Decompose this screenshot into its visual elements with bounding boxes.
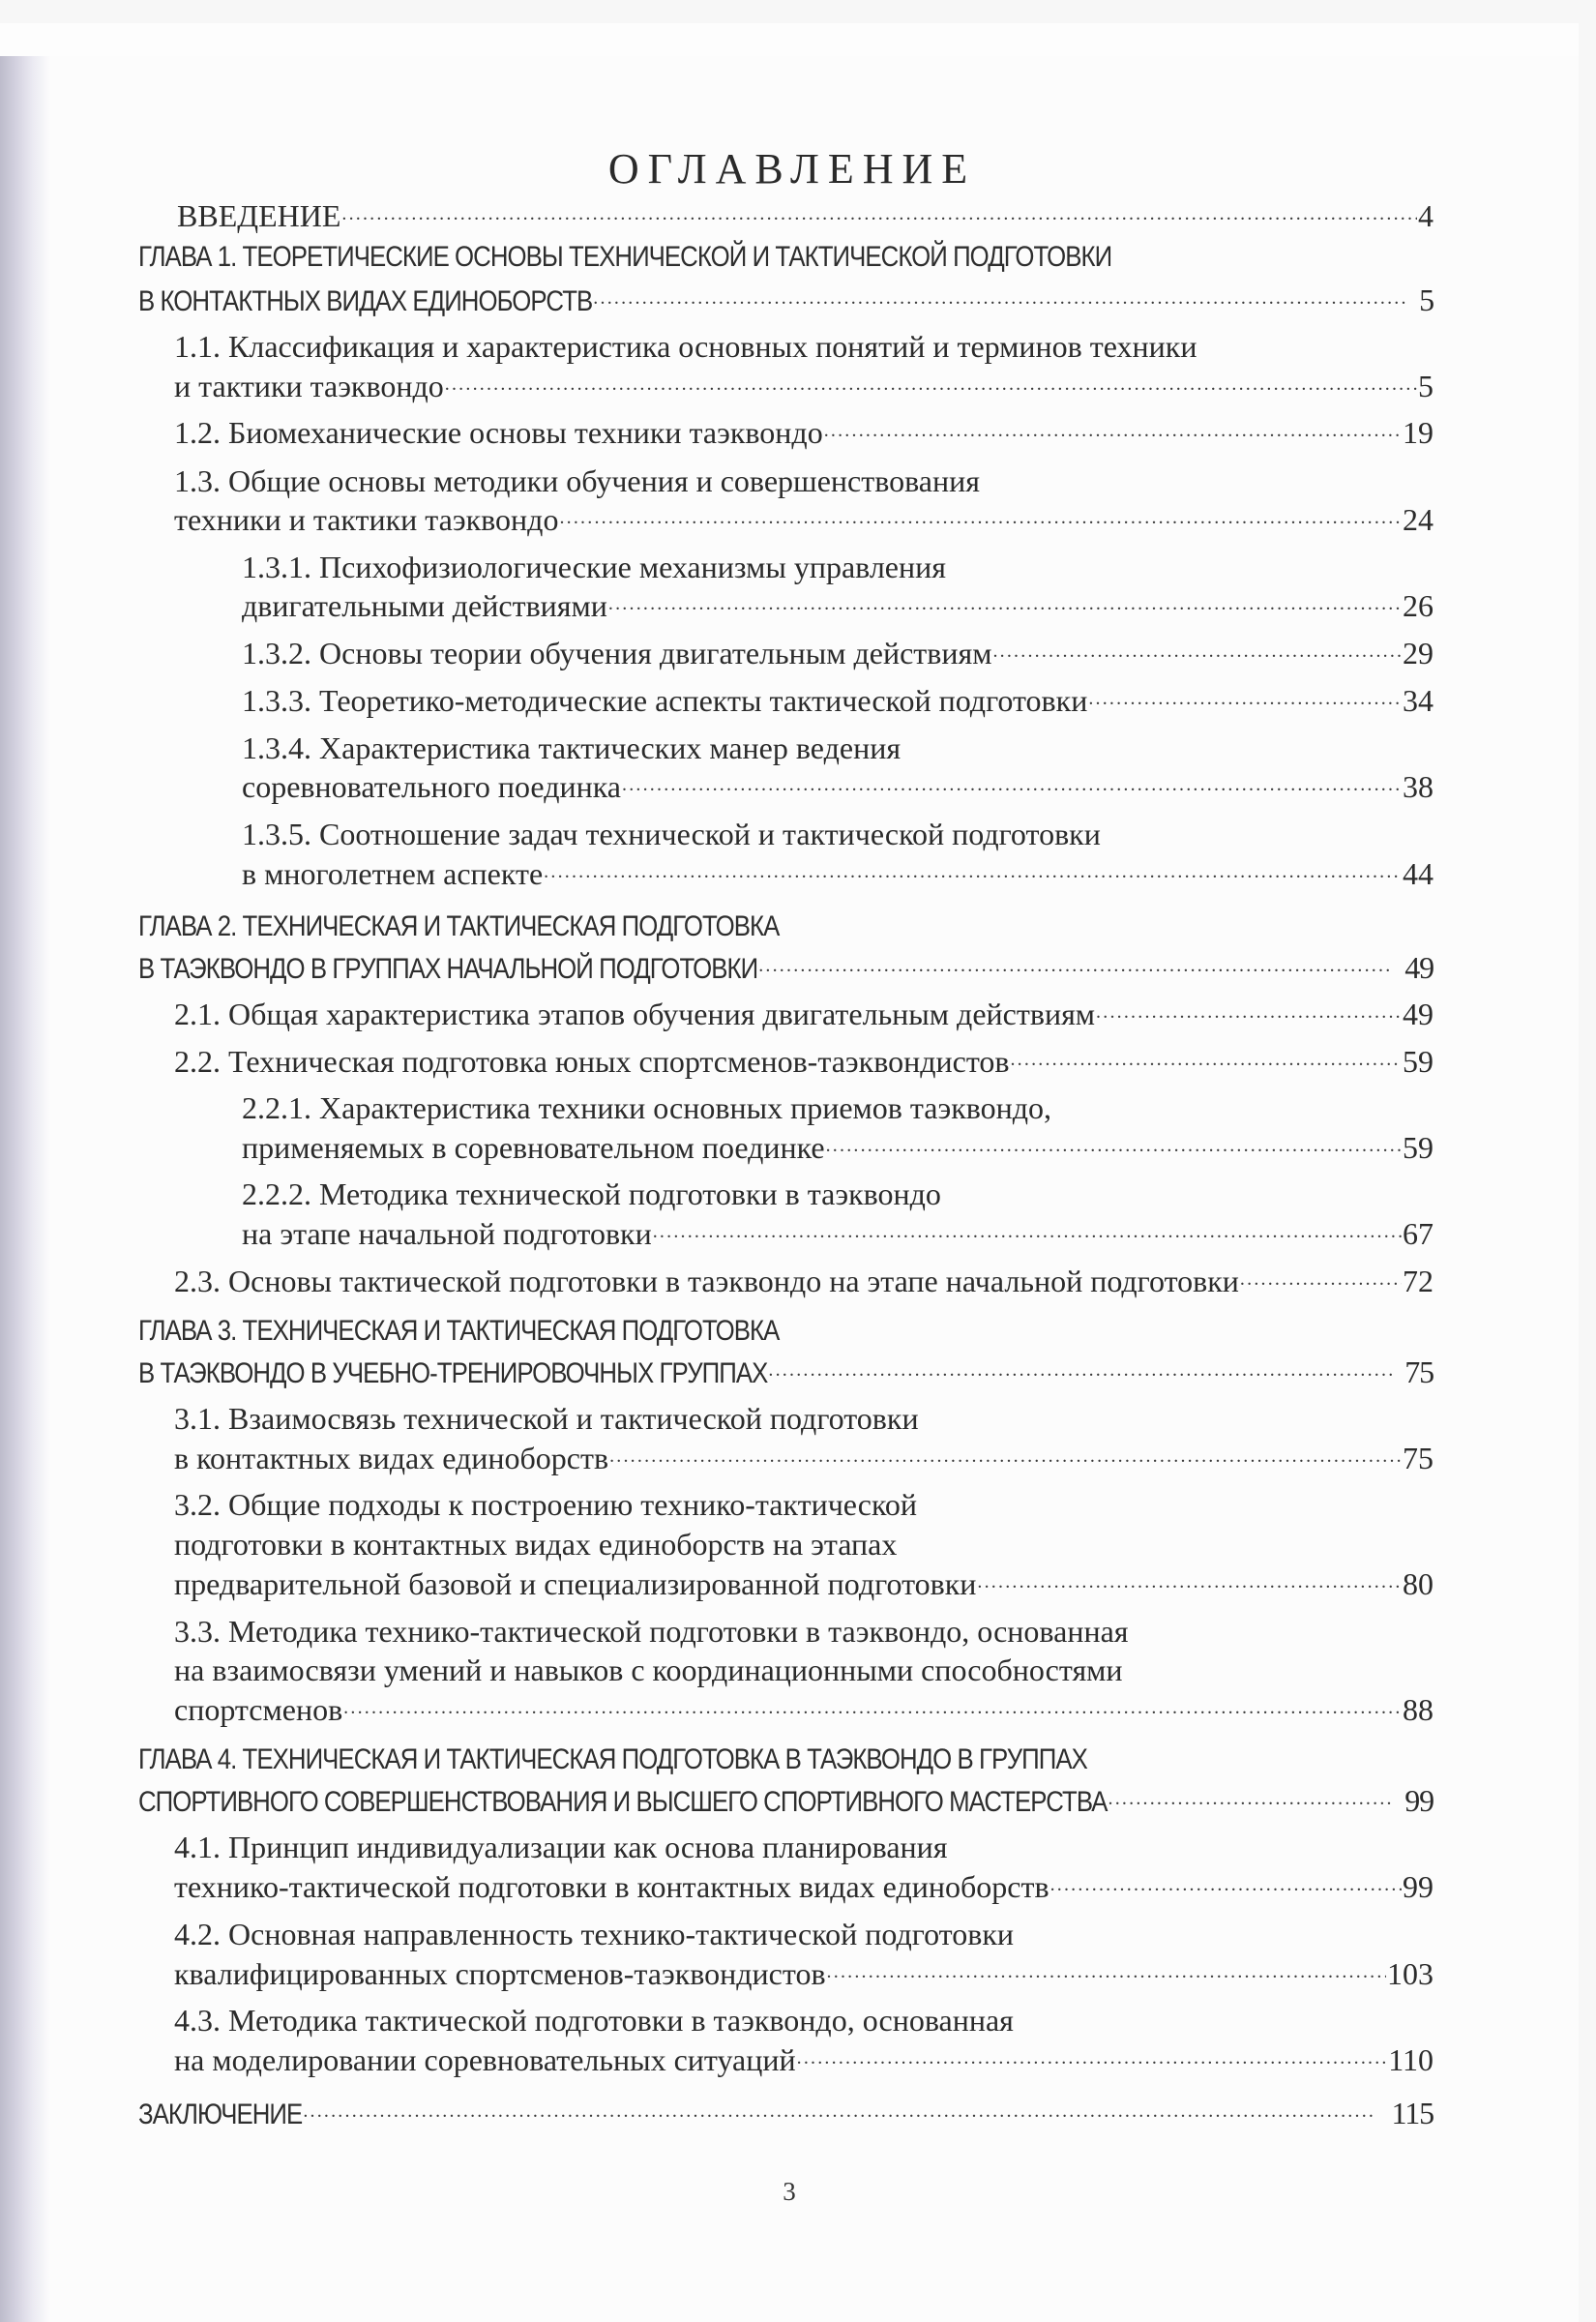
toc-page-number: 49	[1404, 950, 1433, 985]
dot-leader	[1108, 1781, 1394, 1820]
toc-section-3-3[interactable]	[174, 1690, 1433, 1729]
toc-entry-text: 4.1. Принцип индивидуализации как основа планирования	[174, 1830, 948, 1864]
toc-entry-text: применяемых в соревновательном поединке	[242, 1130, 825, 1165]
dot-leader	[797, 2040, 1388, 2079]
toc-section-1-3-4[interactable]	[242, 767, 1433, 806]
dot-leader	[341, 196, 1417, 235]
toc-chapter-3-line-1[interactable]	[138, 1312, 779, 1351]
toc-entry-text: 1.3.4. Характеристика тактических манер ведения	[242, 730, 901, 765]
toc-section-4-2[interactable]	[174, 1954, 1433, 1993]
toc-page-number: 38	[1403, 769, 1433, 804]
dot-leader	[593, 281, 1407, 319]
dot-leader	[303, 2094, 1374, 2132]
dot-leader	[343, 1690, 1402, 1729]
toc-section-1-3-5-line-1[interactable]	[242, 815, 1101, 853]
toc-section-4-2-line-1[interactable]	[174, 1915, 1014, 1953]
toc-page-number: 99	[1404, 1783, 1433, 1818]
toc-chapter-1[interactable]	[138, 281, 1433, 319]
toc-entry-text: двигательными действиями	[242, 588, 607, 623]
toc-section-2-2-2[interactable]	[242, 1214, 1433, 1253]
toc-page-number: 110	[1388, 2042, 1433, 2077]
toc-entry-intro[interactable]	[177, 196, 1433, 235]
toc-section-2-2-1[interactable]	[242, 1128, 1433, 1167]
toc-page-number: 49	[1403, 997, 1433, 1031]
toc-entry-text: 2.2.2. Методика технической подготовки в таэквондо	[242, 1176, 941, 1211]
toc-page-number: 59	[1403, 1044, 1433, 1079]
toc-section-2-2-2-line-1[interactable]	[242, 1175, 941, 1213]
dot-leader	[827, 1954, 1386, 1993]
toc-entry-text: 1.3.3. Теоретико-методические аспекты тактической подготовки	[242, 683, 1088, 718]
toc-entry-text: техники и тактики таэквондо	[174, 502, 559, 537]
toc-page-number: 29	[1403, 636, 1433, 670]
dot-leader	[826, 1128, 1402, 1167]
toc-section-3-1[interactable]	[174, 1439, 1433, 1477]
toc-page-number: 44	[1403, 856, 1433, 891]
page-title: ОГЛАВЛЕНИЕ	[607, 145, 977, 193]
toc-page-number: 4	[1418, 198, 1433, 233]
toc-entry-text: и тактики таэквондо	[174, 369, 444, 403]
toc-entry-text: соревновательного поединка	[242, 769, 621, 804]
toc-section-1-3-1[interactable]	[242, 586, 1433, 625]
dot-leader	[758, 948, 1393, 987]
toc-section-1-3-5[interactable]	[242, 854, 1433, 893]
toc-entry-text: 2.3. Основы тактической подготовки в таэквондо на этапе начальной подготовки	[174, 1264, 1239, 1298]
toc-entry-text: квалифицированных спортсменов-таэквондистов	[174, 1956, 826, 1991]
toc-entry-text: 2.1. Общая характеристика этапов обучения двигательным действиям	[174, 997, 1096, 1031]
toc-entry-text: 1.1. Классификация и характеристика основных понятий и терминов техники	[174, 329, 1197, 364]
toc-chapter-4-line-1[interactable]	[138, 1741, 1087, 1779]
toc-section-1-3-1-line-1[interactable]	[242, 548, 946, 586]
page-number: 3	[783, 2177, 796, 2206]
toc-chapter-4[interactable]	[138, 1781, 1433, 1820]
toc-section-1-3-3[interactable]	[242, 681, 1433, 720]
toc-chapter-3[interactable]	[138, 1353, 1433, 1391]
toc-section-3-3-line-1[interactable]	[174, 1612, 1128, 1651]
toc-section-1-1[interactable]	[174, 367, 1433, 405]
toc-chapter-1-line-1[interactable]	[138, 238, 1111, 277]
dot-leader	[1010, 1042, 1402, 1081]
toc-page-number: 67	[1403, 1216, 1433, 1251]
toc-page-number: 103	[1387, 1956, 1433, 1991]
toc-section-3-2[interactable]	[174, 1564, 1433, 1603]
toc-entry-text: на этапе начальной подготовки	[242, 1216, 652, 1251]
toc-entry-text: на моделировании соревновательных ситуаций	[174, 2042, 796, 2077]
toc-entry-text: ГЛАВА 4. ТЕХНИЧЕСКАЯ И ТАКТИЧЕСКАЯ ПОДГОТОВКА В ТАЭКВОНДО В ГРУППАХ	[138, 1743, 1087, 1775]
toc-entry-text: 3.1. Взаимосвязь технической и тактической подготовки	[174, 1401, 919, 1436]
toc-section-1-3-4-line-1[interactable]	[242, 729, 901, 767]
toc-page-number: 75	[1403, 1441, 1433, 1475]
dot-leader	[653, 1214, 1402, 1253]
page-binding-shadow	[0, 56, 50, 2322]
dot-leader	[445, 367, 1417, 405]
dot-leader	[1240, 1262, 1402, 1300]
toc-entry-text: на взаимосвязи умений и навыков с координационными способностями	[174, 1652, 1123, 1687]
dot-leader	[608, 586, 1402, 625]
toc-entry-text: ЗАКЛЮЧЕНИЕ	[138, 2099, 303, 2130]
toc-entry-text: ГЛАВА 3. ТЕХНИЧЕСКАЯ И ТАКТИЧЕСКАЯ ПОДГОТОВКА	[138, 1315, 780, 1347]
toc-section-1-1-line-1[interactable]	[174, 327, 1197, 366]
toc-entry-text: ГЛАВА 1. ТЕОРЕТИЧЕСКИЕ ОСНОВЫ ТЕХНИЧЕСКОЙ И ТАКТИЧЕСКОЙ ПОДГОТОВКИ	[138, 241, 1112, 273]
toc-entry-text: ВВЕДЕНИЕ	[177, 198, 341, 233]
toc-entry-text: спортсменов	[174, 1692, 343, 1727]
dot-leader	[992, 634, 1402, 672]
toc-page-number: 34	[1403, 683, 1433, 718]
toc-entry-text: технико-тактической подготовки в контактных видах единоборств	[174, 1869, 1049, 1904]
scan-top-band	[0, 23, 1579, 56]
toc-entry-text: В КОНТАКТНЫХ ВИДАХ ЕДИНОБОРСТВ	[138, 285, 593, 317]
toc-entry-conclusion[interactable]	[138, 2094, 1433, 2132]
dot-leader	[1096, 995, 1402, 1033]
toc-page-number: 80	[1403, 1566, 1433, 1601]
toc-section-4-1-line-1[interactable]	[174, 1828, 948, 1866]
toc-page-number: 24	[1403, 502, 1433, 537]
toc-section-3-2-line-2[interactable]	[174, 1525, 897, 1563]
dot-leader	[559, 500, 1402, 539]
dot-leader	[824, 413, 1402, 452]
dot-leader	[622, 767, 1402, 806]
toc-section-1-3-line-1[interactable]	[174, 461, 980, 500]
toc-entry-text: 2.2.1. Характеристика техники основных приемов таэквондо,	[242, 1090, 1052, 1125]
toc-section-2-3[interactable]	[174, 1262, 1433, 1300]
dot-leader	[544, 854, 1402, 893]
toc-page-number: 115	[1391, 2096, 1433, 2130]
toc-entry-text: 1.3. Общие основы методики обучения и совершенствования	[174, 463, 980, 498]
toc-section-3-3-line-2[interactable]	[174, 1651, 1123, 1689]
dot-leader	[977, 1564, 1402, 1603]
toc-page-number: 99	[1403, 1869, 1433, 1904]
toc-section-4-3-line-1[interactable]	[174, 2001, 1014, 2039]
toc-page-number: 5	[1419, 283, 1433, 317]
toc-entry-text: 1.2. Биомеханические основы техники таэквондо	[174, 415, 823, 450]
toc-chapter-2[interactable]	[138, 948, 1433, 987]
dot-leader	[768, 1353, 1393, 1391]
toc-page-number: 26	[1403, 588, 1433, 623]
toc-entry-text: 4.3. Методика тактической подготовки в таэквондо, основанная	[174, 2003, 1014, 2038]
toc-entry-text: 3.2. Общие подходы к построению технико-тактической	[174, 1487, 918, 1522]
toc-entry-text: 1.3.1. Психофизиологические механизмы управления	[242, 550, 946, 584]
toc-page-number: 5	[1418, 369, 1433, 403]
toc-entry-text: В ТАЭКВОНДО В УЧЕБНО-ТРЕНИРОВОЧНЫХ ГРУППАХ	[138, 1357, 768, 1389]
toc-entry-text: подготовки в контактных видах единоборств на этапах	[174, 1527, 898, 1562]
toc-section-3-1-line-1[interactable]	[174, 1399, 919, 1438]
dot-leader	[1088, 681, 1402, 720]
toc-page-number: 88	[1403, 1692, 1433, 1727]
toc-entry-text: в многолетнем аспекте	[242, 856, 544, 891]
toc-section-2-1[interactable]	[174, 995, 1433, 1033]
toc-page-number: 19	[1403, 415, 1433, 450]
toc-entry-text: ГЛАВА 2. ТЕХНИЧЕСКАЯ И ТАКТИЧЕСКАЯ ПОДГОТОВКА	[138, 910, 780, 942]
toc-entry-text: СПОРТИВНОГО СОВЕРШЕНСТВОВАНИЯ И ВЫСШЕГО СПОРТИВНОГО МАСТЕРСТВА	[138, 1786, 1108, 1818]
toc-entry-text: 1.3.2. Основы теории обучения двигательным действиям	[242, 636, 992, 670]
toc-section-2-2-1-line-1[interactable]	[242, 1088, 1051, 1127]
toc-page-number: 75	[1404, 1354, 1433, 1389]
toc-entry-text: 2.2. Техническая подготовка юных спортсменов-таэквондистов	[174, 1044, 1010, 1079]
toc-section-1-3[interactable]	[174, 500, 1433, 539]
toc-section-3-2-line-1[interactable]	[174, 1485, 917, 1524]
toc-entry-text: в контактных видах единоборств	[174, 1441, 609, 1475]
toc-chapter-2-line-1[interactable]	[138, 908, 779, 946]
toc-entry-text: предварительной базовой и специализированной подготовки	[174, 1566, 977, 1601]
dot-leader	[609, 1439, 1402, 1477]
toc-entry-text: 1.3.5. Соотношение задач технической и тактической подготовки	[242, 817, 1101, 851]
toc-section-1-2[interactable]	[174, 413, 1433, 452]
toc-entry-text: 3.3. Методика технико-тактической подготовки в таэквондо, основанная	[174, 1614, 1129, 1649]
toc-entry-text: В ТАЭКВОНДО В ГРУППАХ НАЧАЛЬНОЙ ПОДГОТОВКИ	[138, 953, 758, 985]
dot-leader	[1050, 1867, 1402, 1906]
toc-section-2-2[interactable]	[174, 1042, 1433, 1081]
toc-section-4-1[interactable]	[174, 1867, 1433, 1906]
toc-page-number: 59	[1403, 1130, 1433, 1165]
toc-entry-text: 4.2. Основная направленность технико-тактической подготовки	[174, 1917, 1014, 1951]
toc-page-number: 72	[1403, 1264, 1433, 1298]
toc-section-4-3[interactable]	[174, 2040, 1433, 2079]
toc-section-1-3-2[interactable]	[242, 634, 1433, 672]
